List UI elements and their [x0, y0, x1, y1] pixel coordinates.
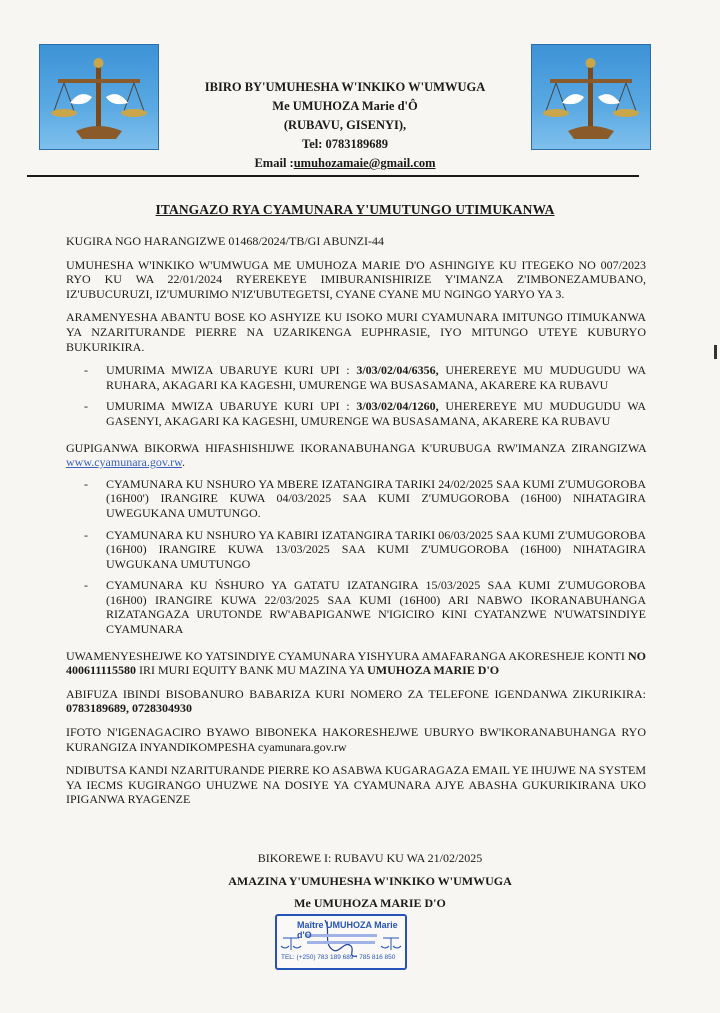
payment-bank-text: IRI MURI EQUITY BANK MU MAZINA YA [139, 663, 365, 678]
auction-round-item: - CYAMUNARA KU ŃSHURO YA GATATU IZATANGIRA 15/03/2025 SAA KUMI Z'UMUGOROBA (16H00) IRANGIRE KUWA 22/03/2025 SAA KUMI (16H00) ARI NABWO IKORANABUHANGA RIZATANGAZA URUTONDE RW'ABAPIGANWE N'IGICIRO KINI CYATANZWE N'UWATSINDIYE CYAMUNARA [84, 578, 646, 636]
signer-name: Me UMUHOZA MARIE D'O [294, 896, 446, 910]
auction-round-item: - CYAMUNARA KU NSHURO YA MBERE IZATANGIRA TARIKI 24/02/2025 SAA KUMI Z'UMUGOROBA (16H00') IRANGIRE KUWA 04/03/2025 SAA KUMI Z'UMUGOROBA (16H00) NIHATAGIRA UWEGUKANA UMUTUNGO. [84, 477, 646, 521]
case-reference: KUGIRA NGO HARANGIZWE 01468/2024/TB/GI ABUNZI-44 [66, 234, 384, 248]
online-auction-paragraph: GUPIGANWA BIKORWA HIFASHISHIJWE IKORANABUHANGA K'URUBUGA RW'IMANZA ZIRANGIZWA www.cyamunara.gov.rw. [66, 440, 646, 470]
contact-text: ABIFUZA IBINDI BISOBANURO BABARIZA KURI NOMERO ZA TELEFONE IGENDANWA ZIKURIKIRA: [66, 686, 646, 701]
auction-website-link[interactable]: www.cyamunara.gov.rw [66, 455, 182, 470]
online-text: GUPIGANWA BIKORWA HIFASHISHIJWE IKORANABUHANGA K'URUBUGA RW'IMANZA ZIRANGIZWA [66, 440, 646, 455]
price-paragraph: IFOTO N'IGENAGACIRO BYAWO BIBONEKA HAKORESHEJWE UBURYO BW'IKORANABUHANGA RYO KURANGIZA INYANDIKOMPESHA cyamunara.gov.rw [66, 725, 646, 754]
payment-paragraph [66, 649, 646, 678]
scan-edge-mark [714, 345, 717, 359]
property-upi: 3/03/02/04/6356, [356, 363, 439, 378]
property-item [84, 363, 646, 392]
scales-of-justice-logo-right [531, 44, 651, 150]
intro-paragraph: UMUHESHA W'INKIKO W'UMWUGA ME UMUHOZA MARIE D'O ASHINGIYE KU ITEGEKO NO 007/2023 RYO KU WA 22/01/2024 RYEREKEYE IMIBURANISHIRIZE Y'IMANZA Z'IMBONEZAMUBANO, IZ'UBUCURUZI, IZ'UMURIMO N'IZ'UBUTEGETSI, CYANE CYANE MU NGINGO YARYO YA 3. [66, 257, 646, 301]
auction-round-item: - CYAMUNARA KU NSHURO YA KABIRI IZATANGIRA TARIKI 06/03/2025 SAA KUMI Z'UMUGOROBA (16H00) IRANGIRE KUWA 13/03/2025 SAA KUMI Z'UMUGOROBA (16H00) NIHATAGIRA UWGUKANA UMUTUNGO [84, 528, 646, 572]
stamp-phone: TEL: (+250) 783 189 689 · 785 816 850 [281, 954, 396, 961]
office-email [170, 154, 520, 173]
place-and-date: BIKOREWE I: RUBAVU KU WA 21/02/2025 [257, 851, 483, 865]
office-header [170, 78, 520, 173]
notice-body [66, 234, 646, 816]
email-notice-paragraph: NDIBUTSA KANDI NZARITURANDE PIERRE KO ASABWA KUGARAGAZA EMAIL YE IHUJWE NA SYSTEM YA IECMS KUGIRANGO UHUZWE NA DOSIYE YA CYAMUNARA AJYE ABASHA GUKURIKIRANA UKO IPIGANWA RYAGENZE [66, 763, 646, 807]
property-location: UHEREREYE MU MUDUGUDU WA RUHARA, AKAGARI KA KAGESHI, UMURENGE WA BUSASAMANA, AKARERE KA RUBAVU [106, 363, 646, 392]
email-label: Email : [254, 156, 294, 170]
contact-paragraph [66, 687, 646, 716]
account-holder-name: UMUHOZA MARIE D'O [367, 663, 500, 678]
scales-of-justice-logo-left [39, 44, 159, 150]
notice-title: ITANGAZO RYA CYAMUNARA Y'UMUTUNGO UTIMUKANWA [155, 202, 555, 217]
announce-paragraph: ARAMENYESHA ABANTU BOSE KO ASHYIZE KU ISOKO MURI CYAMUNARA IMITUNGO ITIMUKANWA YA NZARITURANDE PIERRE NA UZARIKENGA EUPHRASIE, IYO MITUNGO UTEYE KUBURYO BUKURIKIRA. [66, 310, 646, 354]
property-item [84, 399, 646, 428]
office-location: (RUBAVU, GISENYI), [283, 118, 407, 132]
bailiff-name: Me UMUHOZA Marie d'Ô [272, 99, 418, 113]
property-label: UMURIMA MWIZA UBARUYE KURI UPI : [106, 363, 350, 378]
office-title: IBIRO BY'UMUHESHA W'INKIKO W'UMWUGA [204, 80, 486, 94]
official-stamp [275, 914, 407, 970]
header-divider [27, 175, 639, 177]
property-location: UHEREREYE MU MUDUGUDU WA GASENYI, AKAGARI KA KAGESHI, UMURENGE WA BUSASAMANA, AKARERE KA RUBAVU [106, 399, 646, 428]
email-link[interactable]: umuhozamaie@gmail.com [293, 156, 436, 170]
stamp-name: Maître UMUHOZA Marie d'O [297, 920, 398, 940]
payment-text: UWAMENYESHEJWE KO YATSINDIYE CYAMUNARA YISHYURA AMAFARANGA AKORESHEJE KONTI [66, 648, 625, 663]
contact-phone-numbers: 0783189689, 0728304930 [66, 701, 192, 716]
property-label: UMURIMA MWIZA UBARUYE KURI UPI : [106, 399, 350, 414]
bank-account-number: NO 400611115580 [66, 648, 647, 678]
property-upi: 3/03/02/04/1260, [356, 399, 439, 414]
signer-title: AMAZINA Y'UMUHESHA W'INKIKO W'UMWUGA [228, 874, 512, 888]
office-phone: Tel: 0783189689 [302, 137, 388, 151]
